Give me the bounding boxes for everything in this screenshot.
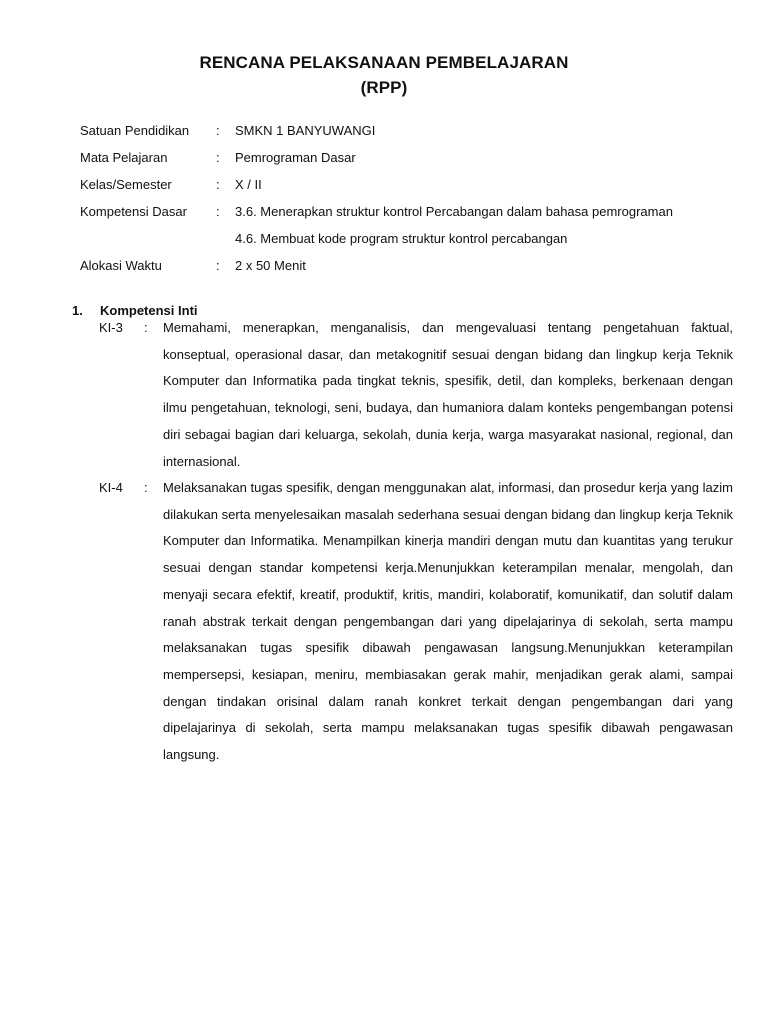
ki-4-label: KI-4 — [99, 480, 123, 495]
info-colon: : — [216, 123, 220, 138]
section-title: Kompetensi Inti — [100, 303, 198, 318]
info-colon: : — [216, 150, 220, 165]
info-value: 3.6. Menerapkan struktur kontrol Percabangan dalam bahasa pemrograman — [235, 204, 673, 219]
ki-4-text: Melaksanakan tugas spesifik, dengan menggunakan alat, informasi, dan prosedur kerja yang lazim dilakukan serta menyelesaikan masalah sederhana sesuai dengan bidang dan lingkup kerja Teknik Komputer dan Informatika. Menampilkan kinerja mandiri dengan mutu dan kuantitas yang terukur sesuai dengan standar kompetensi kerja.Menunjukkan keterampilan menalar, mengolah, dan menyaji secara efektif, kreatif, produktif, kritis, mandiri, kolaboratif, komunikatif, dan solutif dalam ranah abstrak terkait dengan pengembangan dari yang dipelajarinya di sekolah, serta mampu melaksanakan tugas spesifik dibawah pengawasan langsung.Menunjukkan keterampilan mempersepsi, kesiapan, meniru, membiasakan gerak mahir, menjadikan gerak alami, sampai dengan tindakan orisinal dalam ranah konkret terkait dengan pengembangan dari yang dipelajarinya di sekolah, serta mampu melaksanakan tugas spesifik dibawah pengawasan langsung. — [163, 480, 733, 763]
info-label: Alokasi Waktu — [80, 258, 162, 273]
document-subtitle: (RPP) — [360, 78, 408, 97]
ki-3-text: Memahami, menerapkan, menganalisis, dan mengevaluasi tentang pengetahuan faktual, konseptual, operasional dasar, dan metakognitif sesuai dengan bidang dan lingkup kerja Teknik Komputer dan Informatika pada tingkat teknis, spesifik, detil, dan kompleks, berkenaan dengan ilmu pengetahuan, teknologi, seni, budaya, dan humaniora dalam konteks pengembangan potensi diri sebagai bagian dari keluarga, sekolah, dunia kerja, warga masyarakat nasional, regional, dan internasional. — [163, 320, 733, 469]
section-number: 1. — [72, 303, 83, 318]
info-value: X / II — [235, 177, 262, 192]
info-value: 2 x 50 Menit — [235, 258, 306, 273]
info-colon: : — [216, 177, 220, 192]
info-label: Kompetensi Dasar — [80, 204, 187, 219]
info-label: Satuan Pendidikan — [80, 123, 190, 138]
info-label: Mata Pelajaran — [80, 150, 168, 165]
info-value: Pemrograman Dasar — [235, 150, 356, 165]
ki-3-label: KI-3 — [99, 320, 123, 335]
document-title: RENCANA PELAKSANAAN PEMBELAJARAN — [199, 53, 569, 72]
info-value: 4.6. Membuat kode program struktur kontrol percabangan — [235, 231, 568, 246]
info-label: Kelas/Semester — [80, 177, 172, 192]
ki-4-colon: : — [144, 480, 148, 495]
info-value: SMKN 1 BANYUWANGI — [235, 123, 376, 138]
info-colon: : — [216, 258, 220, 273]
ki-3-colon: : — [144, 320, 148, 335]
info-colon: : — [216, 204, 220, 219]
